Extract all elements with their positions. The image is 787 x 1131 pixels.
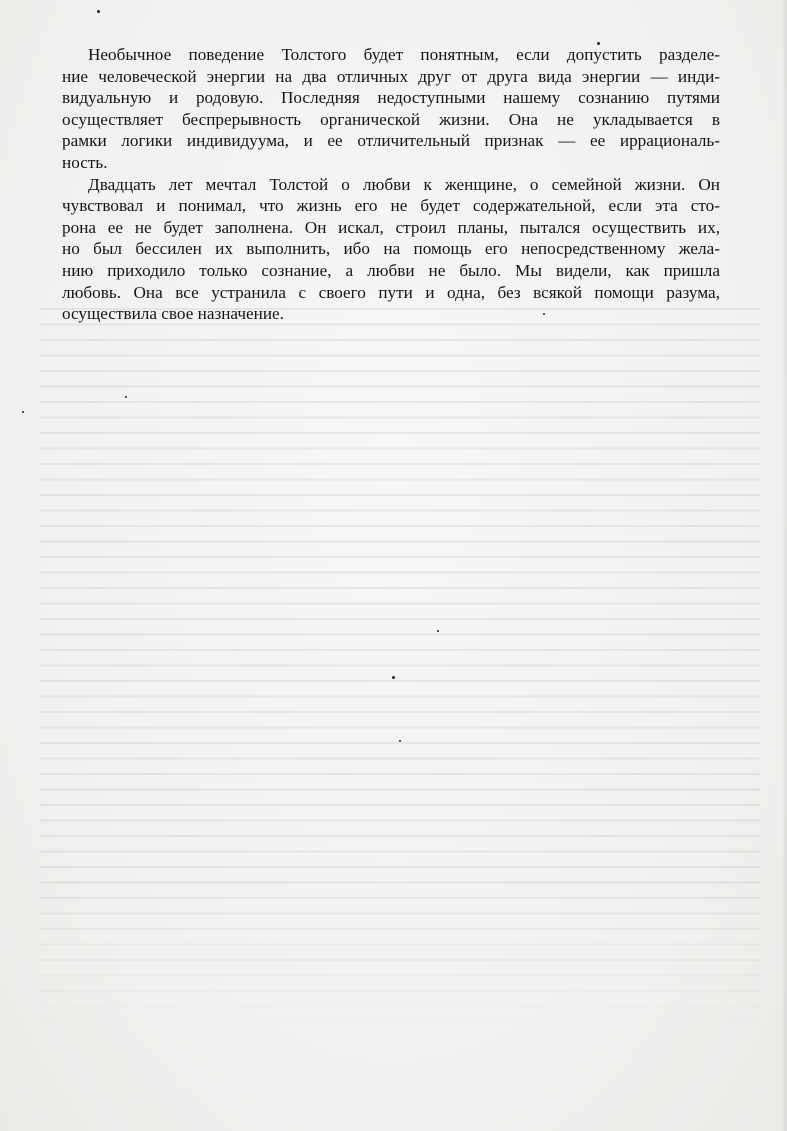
text-line: рона ее не будет заполнена. Он искал, строил планы, пытался осуществить их, (62, 217, 720, 237)
text-line: любовь. Она все устранила с своего пути и одна, без всякой помощи разума, (62, 282, 720, 302)
page-edge-shadow (781, 0, 787, 1131)
dust-speck (125, 396, 127, 398)
bleed-through-texture (40, 300, 760, 1040)
dust-speck (22, 411, 24, 413)
dust-speck (392, 676, 395, 679)
text-line: Необычное поведение Толстого будет понятным, если допустить разделе- (88, 45, 720, 64)
text-line: рамки логики индивидуума, и ее отличительный признак — ее иррациональ- (62, 131, 720, 151)
dust-speck (97, 10, 100, 13)
text-line: но был бессилен их выполнить, ибо на помощь его непосредственному жела- (62, 239, 720, 259)
text-line: осуществляет беспрерывность органической жизни. Она не укладывается в (62, 109, 720, 129)
text-line: ность. (62, 152, 108, 172)
dust-speck (399, 740, 401, 742)
dust-speck (597, 42, 600, 45)
text-line: видуальную и родовую. Последняя недоступными нашему сознанию путями (62, 88, 720, 108)
text-line: чувствовал и понимал, что жизнь его не будет содержательной, если эта сто- (62, 196, 720, 216)
text-line: нию приходило только сознание, а любви не было. Мы видели, как пришла (62, 260, 720, 280)
text-line: осуществила свое назначение. (62, 304, 284, 324)
text-line: ние человеческой энергии на два отличных друг от друга вида энергии — инди- (62, 66, 720, 86)
text-line: Двадцать лет мечтал Толстой о любви к женщине, о семейной жизни. Он (88, 174, 720, 194)
body-text (62, 44, 720, 325)
dust-speck (543, 313, 545, 315)
dust-speck (437, 630, 439, 632)
